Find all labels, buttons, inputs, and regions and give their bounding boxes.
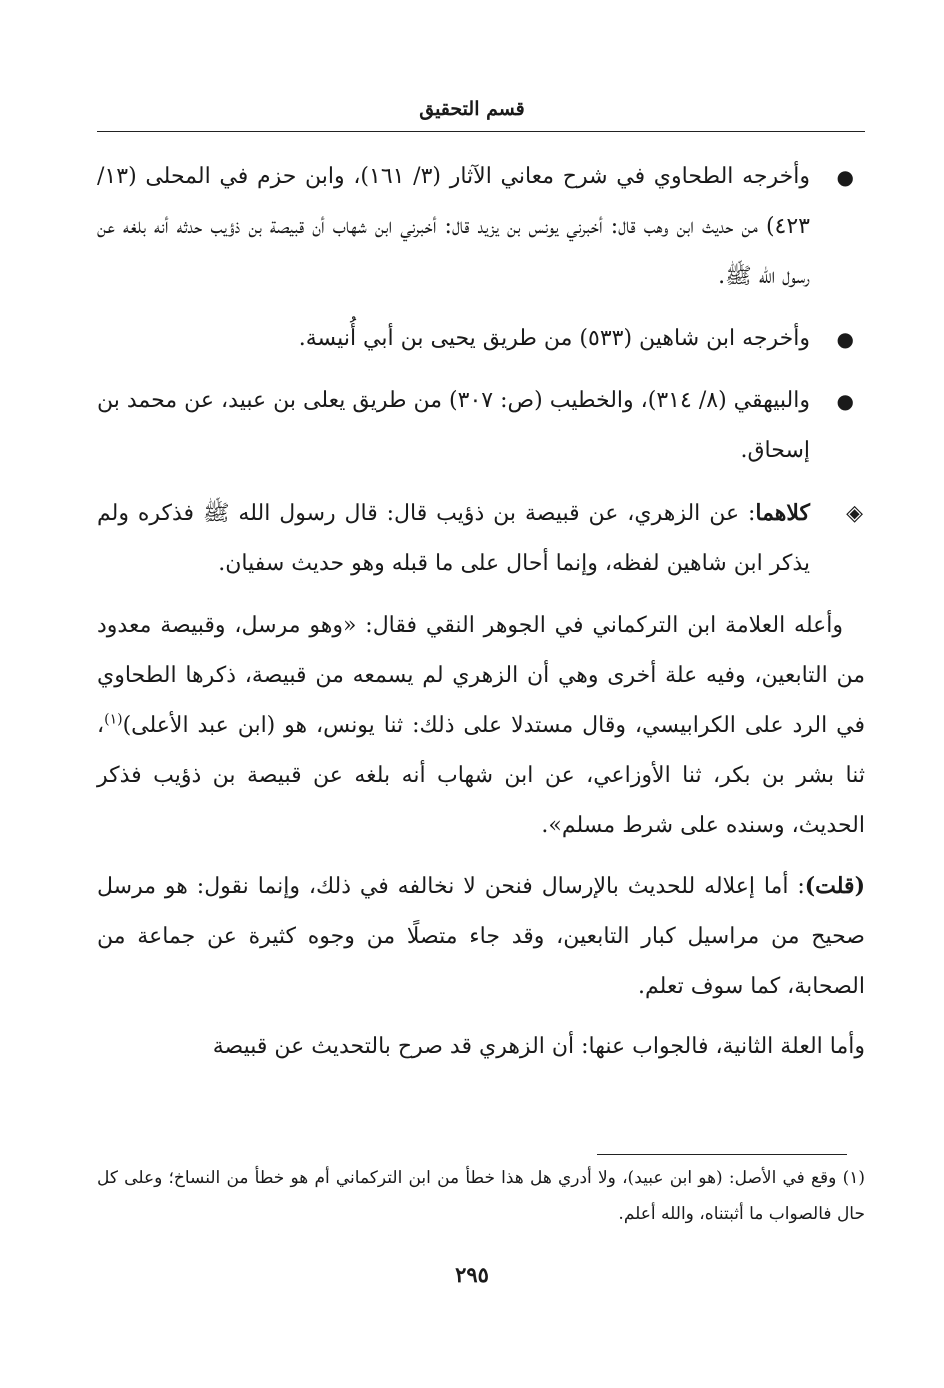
bullet-text: وأخرجه الطحاوي في شرح معاني الآثار (٣/ ١٦١)، وابن حزم في المحلى (١٣/ ٤٢٣) من حديث ابن وهب قال: أخبرني يونس بن يزيد قال: أخبرني ابن شهاب أن قبيصة بن ذؤيب حدثه أنه بلغه عن رسول الله ﷺ. — [97, 164, 810, 289]
paragraph-text: وأما العلة الثانية، فالجواب عنها: أن الزهري قد صرح بالتحديث عن قبيصة — [212, 1034, 865, 1059]
bullet-icon: ● — [836, 327, 854, 351]
paragraph-text: : أما إعلاله للحديث بالإرسال فنحن لا نخالفه في ذلك، وإنما نقول: هو مرسل صحيح من مراسيل كبار التابعين، وقد جاء متصلًا من وجوه كثيرة عن جماعة من الصحابة، كما سوف تعلم. — [97, 874, 865, 999]
page-number: ٢٩٥ — [455, 1262, 489, 1287]
footnote-text: وقع في الأصل: (هو ابن عبيد)، ولا أدري هل هذا خطأ من ابن التركماني أم هو خطأ من النساخ؛ وعلى كل حال فالصواب ما أثبتناه، والله أعلم. — [97, 1168, 865, 1224]
footnote-rule — [597, 1154, 847, 1155]
paragraph-citation — [97, 601, 865, 851]
bullet-icon: ● — [836, 389, 854, 413]
diamond-lead: كلاهما — [755, 500, 810, 526]
page-body — [97, 152, 865, 1082]
footnote-reference: (١) — [104, 711, 123, 728]
paragraph-text-continued: ، ثنا بشر بن بكر، ثنا الأوزاعي، عن ابن شهاب أنه بلغه عن قبيصة بن ذؤيب فذكر الحديث، وسنده على شرط مسلم». — [97, 713, 865, 838]
diamond-icon: ◈ — [846, 500, 863, 526]
bullet-text: وأخرجه ابن شاهين (٥٣٣) من طريق يحيى بن أبي أُنيسة. — [298, 326, 810, 351]
paragraph-response — [97, 861, 865, 1012]
bullet-text: والبيهقي (٨/ ٣١٤)، والخطيب (ص: ٣٠٧) من طريق يعلى بن عبيد، عن محمد بن إسحاق. — [97, 388, 811, 463]
paragraph-second-cause — [97, 1022, 865, 1072]
bullet-item — [97, 152, 865, 302]
footnote — [97, 1160, 865, 1232]
running-header-title: قسم التحقيق — [419, 98, 525, 120]
bullet-icon: ● — [836, 165, 854, 189]
paragraph-lead: (قلت) — [804, 873, 865, 899]
paragraph-text: وأعله العلامة ابن التركماني في الجوهر النقي فقال: «وهو مرسل، وقبيصة معدود من التابعين، وفيه علة أخرى وهي أن الزهري لم يسمعه من قبيصة، ذكرها الطحاوي في الرد على الكرابيسي، وقال مستدلا على ذلك: ثنا يونس، هو (ابن عبد الأعلى) — [97, 613, 865, 738]
diamond-text: : عن الزهري، عن قبيصة بن ذؤيب قال: قال رسول الله ﷺ فذكره ولم يذكر ابن شاهين لفظه، وإنما أحال على ما قبله وهو حديث سفيان. — [97, 501, 810, 576]
diamond-item — [97, 488, 865, 589]
footnote-number: (١) — [842, 1168, 866, 1188]
bullet-item — [97, 314, 865, 364]
header-rule — [97, 131, 865, 132]
bullet-item — [97, 376, 865, 476]
